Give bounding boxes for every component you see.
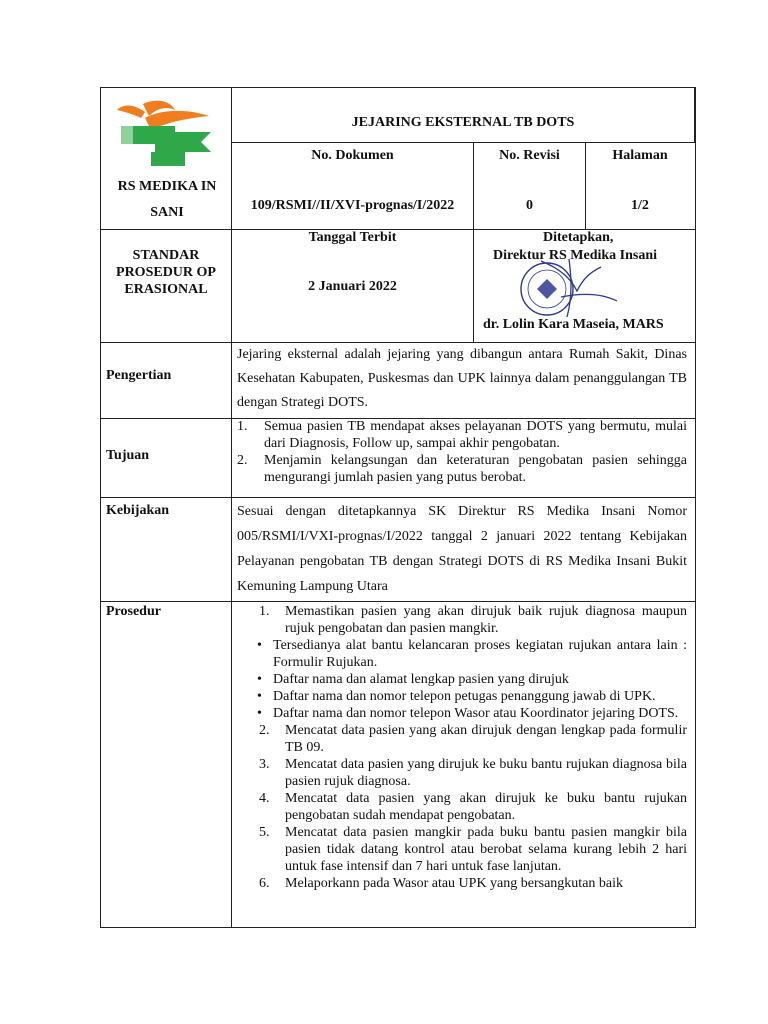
no-dokumen-header: No. Dokumen [311, 148, 394, 163]
tujuan-label: Tujuan [106, 448, 150, 463]
list-item [237, 418, 687, 452]
list-item [237, 824, 687, 875]
doc-title-cell [231, 87, 695, 143]
tanggal-terbit-cell [231, 229, 474, 342]
pengertian-label: Pengertian [106, 368, 172, 383]
no-revisi-value-cell [473, 169, 586, 230]
no-dokumen-value: 109/RSMI//II/XVI-prognas/I/2022 [250, 198, 455, 213]
list-marker: 6. [259, 876, 270, 891]
list-item [237, 875, 687, 892]
halaman-value-cell [585, 169, 695, 230]
list-text: Menjamin kelangsungan dan keteraturan pengobatan pasien sehingga mengurangi jumlah pasien yang putus berobat. [264, 453, 687, 485]
list-item [237, 637, 687, 671]
table-line [100, 601, 696, 602]
list-marker: 3. [259, 757, 270, 772]
doc-title: JEJARING EKSTERNAL TB DOTS [351, 115, 575, 130]
signatory-name: dr. Lolin Kara Maseia, MARS [483, 317, 664, 332]
tanggal-terbit-label: Tanggal Terbit [308, 230, 397, 245]
direktur-label: Direktur RS Medika Insani [493, 248, 658, 263]
list-item [237, 790, 687, 824]
list-item [237, 705, 687, 722]
list-text: Daftar nama dan nomor telepon petugas penanggung jawab di UPK. [273, 689, 656, 704]
sop-label-cell [100, 229, 232, 342]
prosedur-label: Prosedur [106, 604, 161, 619]
table-line [100, 418, 696, 419]
list-text: Daftar nama dan alamat lengkap pasien yang dirujuk [273, 672, 569, 687]
list-marker: • [257, 689, 262, 704]
table-line [100, 87, 696, 88]
list-text: Mencatat data pasien yang akan dirujuk dengan lengkap pada formulir TB 09. [285, 723, 687, 755]
table-line [100, 229, 696, 230]
pengertian-text: Jejaring eksternal adalah jejaring yang dibangun antara Rumah Sakit, Dinas Kesehatan Kabupaten, Puskesmas dan UPK lainnya dalam penanggulangan TB dengan Strategi DOTS. [237, 347, 687, 410]
list-item [237, 688, 687, 705]
list-marker: 1. [237, 419, 248, 434]
sop-label-line3: ERASIONAL [124, 282, 208, 297]
list-item [237, 722, 687, 756]
sop-label-line2: PROSEDUR OP [116, 265, 216, 280]
halaman-header: Halaman [612, 148, 668, 163]
list-marker: 2. [237, 453, 248, 468]
list-item [237, 452, 687, 486]
table-line [100, 342, 696, 343]
hospital-name-line2: SANI [150, 205, 184, 220]
list-marker: 4. [259, 791, 270, 806]
no-revisi-header: No. Revisi [499, 148, 560, 163]
table-line [100, 497, 696, 498]
list-marker: 1. [259, 604, 270, 619]
list-item [237, 671, 687, 688]
no-dokumen-value-cell [231, 169, 474, 230]
kebijakan-label: Kebijakan [106, 503, 170, 518]
prosedur-list [237, 603, 687, 892]
list-text: Melaporkann pada Wasor atau UPK yang bersangkutan baik [285, 876, 624, 891]
no-revisi-header-cell [473, 142, 586, 170]
hospital-logo-icon [115, 96, 215, 176]
table-line [695, 87, 696, 928]
list-text: Memastikan pasien yang akan dirujuk baik rujuk diagnosa maupun rujuk pengobatan dan pasien mangkir. [285, 604, 687, 636]
halaman-header-cell [585, 142, 695, 170]
list-text: Mencatat data pasien yang dirujuk ke buku bantu rujukan diagnosa bila pasien rujuk diagnosa. [285, 757, 687, 789]
list-marker: • [257, 638, 262, 653]
list-item [237, 756, 687, 790]
list-text: Mencatat data pasien mangkir pada buku bantu pasien mangkir bila pasien tidak datang kontrol atau berobat selama kurang lebih 2 hari untuk fase intensif dan 7 hari untuk fase lanjutan. [285, 825, 687, 874]
hospital-logo-cell [100, 87, 232, 229]
kebijakan-text: Sesuai dengan ditetapkannya SK Direktur RS Medika Insani Nomor 005/RSMI/I/VXI-prognas/I/2022 tanggal 2 januari 2022 tentang Kebijakan Pelayanan pengobatan TB dengan Strategi DOTS di RS Medika Insani Bukit Kemuning Lampung Utara [237, 504, 687, 594]
hospital-name-line1: RS MEDIKA IN [117, 179, 217, 194]
list-text: Semua pasien TB mendapat akses pelayanan DOTS yang bermutu, mulai dari Diagnosis, Follow up, sampai akhir pengobatan. [264, 419, 687, 451]
sop-label-line1: STANDAR [132, 248, 200, 263]
list-marker: • [257, 706, 262, 721]
table-line [100, 927, 696, 928]
tujuan-list [237, 418, 687, 486]
list-text: Daftar nama dan nomor telepon Wasor atau Koordinator jejaring DOTS. [273, 706, 679, 721]
table-line [231, 142, 696, 143]
halaman-value: 1/2 [631, 198, 649, 213]
table-line [100, 87, 101, 928]
list-text: Mencatat data pasien yang akan dirujuk ke buku bantu rujukan pengobatan sudah mendapat pengobatan. [285, 791, 687, 823]
list-text: Tersedianya alat bantu kelancaran proses kegiatan rujukan antara lain : Formulir Rujukan. [273, 638, 687, 670]
table-line [585, 142, 586, 230]
no-revisi-value: 0 [526, 198, 533, 213]
tanggal-terbit-value: 2 Januari 2022 [308, 279, 397, 294]
list-marker: • [257, 672, 262, 687]
no-dokumen-header-cell [231, 142, 474, 170]
table-line [473, 142, 474, 342]
ditetapkan-cell [473, 229, 695, 342]
ditetapkan-label: Ditetapkan, [543, 230, 614, 245]
list-marker: 5. [259, 825, 270, 840]
table-line [231, 87, 232, 928]
list-item [237, 603, 687, 637]
list-marker: 2. [259, 723, 270, 738]
